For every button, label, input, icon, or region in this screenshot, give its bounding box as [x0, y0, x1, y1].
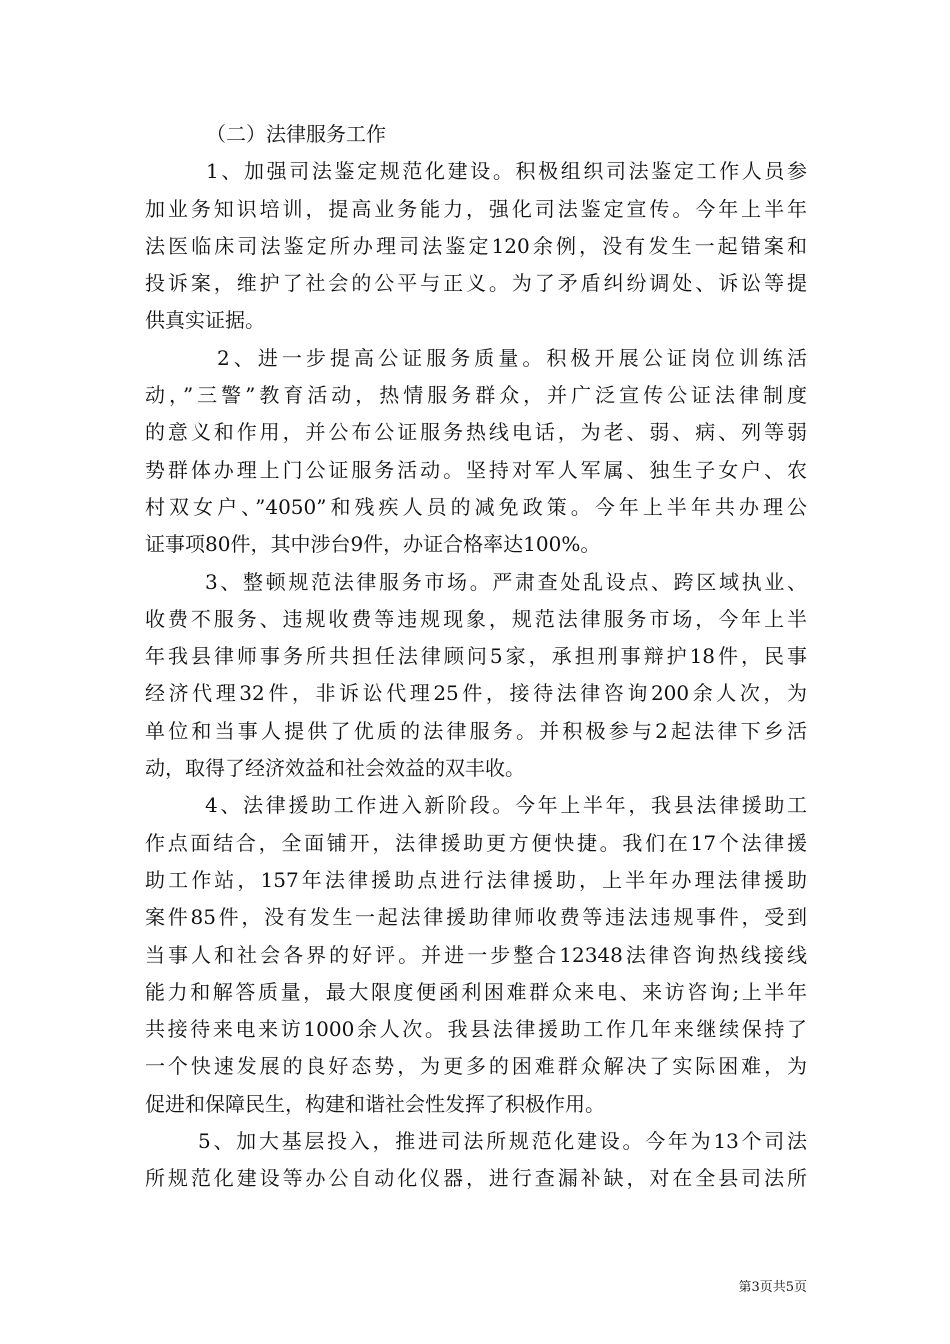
paragraph-line: 证事项80件，其中涉台9件，办证合格率达100%。 [145, 532, 601, 557]
paragraph-line: 加业务知识培训，提高业务能力，强化司法鉴定宣传。今年上半年 [145, 196, 807, 221]
paragraph-line: 促进和保障民生，构建和谐社会性发挥了积极作用。 [145, 1091, 605, 1116]
paragraph-line: 1、加强司法鉴定规范化建设。积极组织司法鉴定工作人员参 [206, 159, 807, 184]
paragraph-line: 的意义和作用，并公布公证服务热线电话，为老、弱、病、列等弱 [145, 420, 807, 445]
paragraph-line: 案件85件，没有发生一起法律援助律师收费等违法违规事件，受到 [145, 905, 807, 930]
paragraph-line: 动，取得了经济效益和社会效益的双丰收。 [145, 756, 525, 781]
paragraph-line: 2、进一步提高公证服务质量。积极开展公证岗位训练活 [217, 345, 807, 370]
paragraph-line: 作点面结合，全面铺开，法律援助更方便快捷。我们在17个法律援 [145, 830, 807, 855]
paragraph-line: 4、法律援助工作进入新阶段。今年上半年，我县法律援助工 [205, 793, 807, 818]
paragraph-line: 村双女户、”4050”和残疾人员的减免政策。今年上半年共办理公 [145, 494, 807, 519]
paragraph-line: 收费不服务、违规收费等违规现象，规范法律服务市场，今年上半 [145, 606, 807, 631]
paragraph-line: 5、加大基层投入，推进司法所规范化建设。今年为13个司法 [198, 1129, 807, 1154]
paragraph-line: 共接待来电来访1000余人次。我县法律援助工作几年来继续保持了 [145, 1017, 807, 1042]
paragraph-line: 法医临床司法鉴定所办理司法鉴定120余例，没有发生一起错案和 [145, 233, 807, 258]
paragraph-line: 能力和解答质量，最大限度便函利困难群众来电、来访咨询;上半年 [145, 979, 807, 1004]
paragraph-line: 单位和当事人提供了优质的法律服务。并积极参与2起法律下乡活 [145, 718, 807, 743]
paragraph-line: 3、整顿规范法律服务市场。严肃查处乱设点、跨区域执业、 [205, 569, 807, 594]
paragraph-line: 当事人和社会各界的好评。并进一步整合12348法律咨询热线接线 [145, 942, 807, 967]
paragraph-line: 动，”三警”教育活动，热情服务群众，并广泛宣传公证法律制度 [145, 383, 807, 408]
paragraph-line: 供真实证据。 [145, 308, 265, 333]
paragraph-line: 所规范化建设等办公自动化仪器，进行查漏补缺，对在全县司法所 [145, 1166, 807, 1191]
paragraph-line: 助工作站，157年法律援助点进行法律援助，上半年办理法律援助 [145, 867, 807, 892]
paragraph-line: 经济代理32件，非诉讼代理25件，接待法律咨询200余人次，为 [145, 681, 807, 706]
paragraph-line: 年我县律师事务所共担任法律顾问5家，承担刑事辩护18件，民事 [145, 644, 807, 669]
paragraph-line: 势群体办理上门公证服务活动。坚持对军人军属、独生子女户、农 [145, 457, 807, 482]
section-heading: （二）法律服务工作 [206, 122, 386, 146]
paragraph-line: 投诉案，维护了社会的公平与正义。为了矛盾纠纷调处、诉讼等提 [145, 271, 807, 296]
paragraph-line: 一个快速发展的良好态势，为更多的困难群众解决了实际困难，为 [145, 1054, 807, 1079]
document-body [145, 116, 807, 1198]
page-number-footer: 第3页共5页 [738, 1280, 807, 1295]
